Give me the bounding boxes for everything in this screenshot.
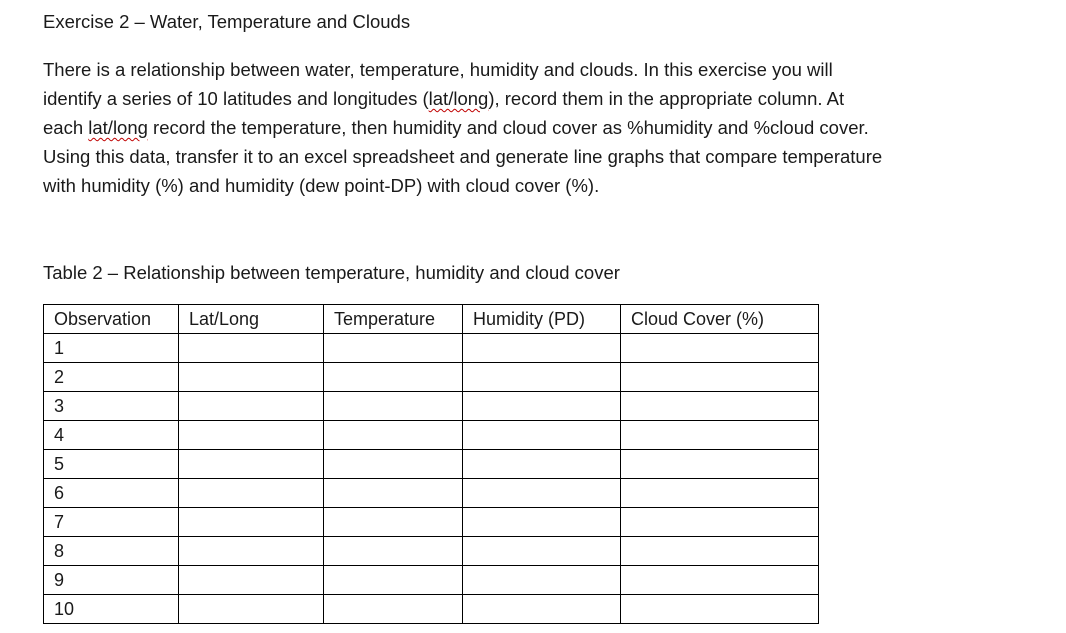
column-header-lat-long: Lat/Long bbox=[179, 305, 324, 334]
paragraph-text: each bbox=[43, 117, 89, 138]
observation-number: 1 bbox=[44, 334, 179, 363]
table-row bbox=[44, 392, 819, 421]
temperature-cell[interactable] bbox=[324, 450, 463, 479]
cloud-cover-cell[interactable] bbox=[621, 392, 819, 421]
cloud-cover-cell[interactable] bbox=[621, 334, 819, 363]
paragraph-text: identify a series of 10 latitudes and longitudes ( bbox=[43, 88, 429, 109]
table-header-row bbox=[44, 305, 819, 334]
spellcheck-underlined-word: lat/long bbox=[88, 117, 148, 138]
cloud-cover-cell[interactable] bbox=[621, 450, 819, 479]
table-row bbox=[44, 450, 819, 479]
column-header-humidity: Humidity (PD) bbox=[463, 305, 621, 334]
table-row bbox=[44, 566, 819, 595]
temperature-cell[interactable] bbox=[324, 479, 463, 508]
temperature-cell[interactable] bbox=[324, 508, 463, 537]
table-row bbox=[44, 334, 819, 363]
cloud-cover-cell[interactable] bbox=[621, 508, 819, 537]
paragraph-text: ), record them in the appropriate column. At bbox=[488, 88, 845, 109]
table-caption: Table 2 – Relationship between temperature, humidity and cloud cover bbox=[43, 262, 620, 283]
paragraph-line: There is a relationship between water, temperature, humidity and clouds. In this exercise you will bbox=[43, 59, 833, 80]
humidity-cell[interactable] bbox=[463, 421, 621, 450]
lat-long-cell[interactable] bbox=[179, 479, 324, 508]
table-row bbox=[44, 537, 819, 566]
paragraph-line: Using this data, transfer it to an excel spreadsheet and generate line graphs that compare temperature bbox=[43, 146, 883, 167]
paragraph-text: record the temperature, then humidity and cloud cover as %humidity and %cloud cover. bbox=[147, 117, 869, 138]
lat-long-cell[interactable] bbox=[179, 450, 324, 479]
lat-long-cell[interactable] bbox=[179, 421, 324, 450]
observation-table bbox=[43, 304, 819, 624]
temperature-cell[interactable] bbox=[324, 392, 463, 421]
cloud-cover-cell[interactable] bbox=[621, 479, 819, 508]
humidity-cell[interactable] bbox=[463, 479, 621, 508]
observation-number: 7 bbox=[44, 508, 179, 537]
temperature-cell[interactable] bbox=[324, 421, 463, 450]
observation-number: 6 bbox=[44, 479, 179, 508]
cloud-cover-cell[interactable] bbox=[621, 421, 819, 450]
temperature-cell[interactable] bbox=[324, 334, 463, 363]
spellcheck-underlined-word: lat/long bbox=[428, 88, 489, 109]
exercise-title: Exercise 2 – Water, Temperature and Clouds bbox=[43, 11, 411, 32]
paragraph-line bbox=[43, 84, 1043, 113]
paragraph-line bbox=[43, 113, 1043, 142]
observation-number: 9 bbox=[44, 566, 179, 595]
table-row bbox=[44, 508, 819, 537]
instructions-paragraph bbox=[43, 55, 1043, 200]
observation-number: 2 bbox=[44, 363, 179, 392]
lat-long-cell[interactable] bbox=[179, 537, 324, 566]
humidity-cell[interactable] bbox=[463, 508, 621, 537]
table-row bbox=[44, 595, 819, 624]
lat-long-cell[interactable] bbox=[179, 566, 324, 595]
paragraph-line: with humidity (%) and humidity (dew point-DP) with cloud cover (%). bbox=[43, 175, 600, 196]
observation-number: 3 bbox=[44, 392, 179, 421]
observation-number: 8 bbox=[44, 537, 179, 566]
humidity-cell[interactable] bbox=[463, 595, 621, 624]
humidity-cell[interactable] bbox=[463, 450, 621, 479]
column-header-observation: Observation bbox=[44, 305, 179, 334]
table-row bbox=[44, 363, 819, 392]
temperature-cell[interactable] bbox=[324, 537, 463, 566]
observation-number: 5 bbox=[44, 450, 179, 479]
temperature-cell[interactable] bbox=[324, 363, 463, 392]
cloud-cover-cell[interactable] bbox=[621, 363, 819, 392]
column-header-cloud-cover: Cloud Cover (%) bbox=[621, 305, 819, 334]
table-row bbox=[44, 479, 819, 508]
observation-number: 4 bbox=[44, 421, 179, 450]
humidity-cell[interactable] bbox=[463, 334, 621, 363]
lat-long-cell[interactable] bbox=[179, 363, 324, 392]
lat-long-cell[interactable] bbox=[179, 595, 324, 624]
lat-long-cell[interactable] bbox=[179, 334, 324, 363]
table-row bbox=[44, 421, 819, 450]
cloud-cover-cell[interactable] bbox=[621, 595, 819, 624]
temperature-cell[interactable] bbox=[324, 595, 463, 624]
lat-long-cell[interactable] bbox=[179, 392, 324, 421]
temperature-cell[interactable] bbox=[324, 566, 463, 595]
cloud-cover-cell[interactable] bbox=[621, 537, 819, 566]
humidity-cell[interactable] bbox=[463, 392, 621, 421]
humidity-cell[interactable] bbox=[463, 363, 621, 392]
humidity-cell[interactable] bbox=[463, 566, 621, 595]
humidity-cell[interactable] bbox=[463, 537, 621, 566]
lat-long-cell[interactable] bbox=[179, 508, 324, 537]
column-header-temperature: Temperature bbox=[324, 305, 463, 334]
observation-number: 10 bbox=[44, 595, 179, 624]
cloud-cover-cell[interactable] bbox=[621, 566, 819, 595]
